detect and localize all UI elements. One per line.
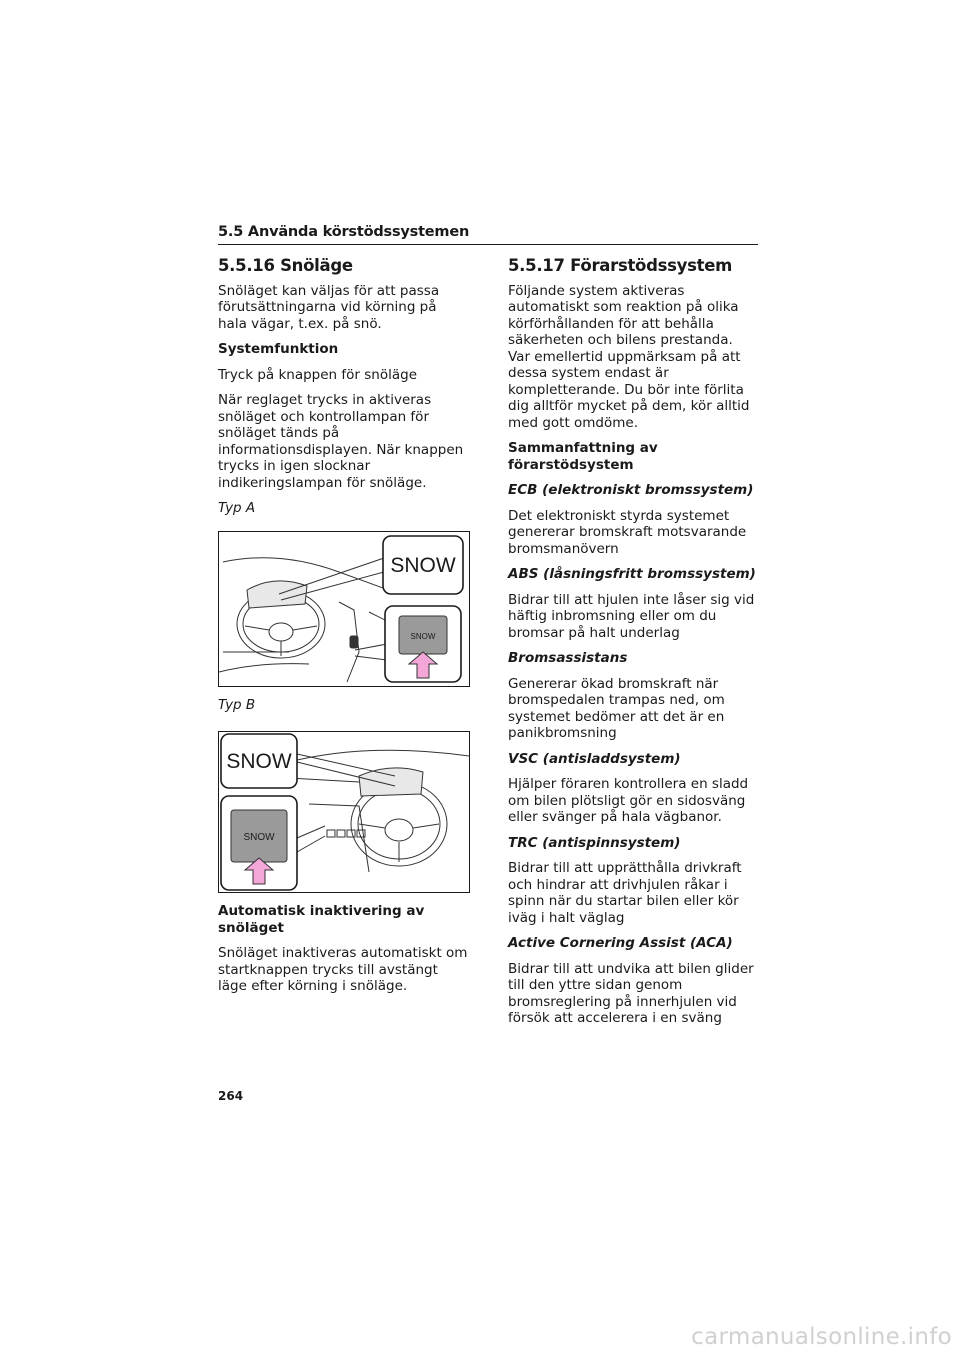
section-header: 5.5 Använda körstödssystemen	[218, 224, 470, 240]
type-b-illustration	[218, 731, 470, 893]
type-b-snow-callout: SNOW	[226, 750, 292, 773]
system-description: Bidrar till att undvika att bilen glider till den yttre sidan genom bromsreglering på innerhjulen vid försök att accelerera i en sväng	[508, 960, 754, 1026]
type-a-label: Typ A	[218, 500, 256, 516]
system-name: TRC (antispinnsystem)	[508, 834, 681, 851]
type-b-snow-button: SNOW	[243, 832, 275, 843]
snow-mode-heading: 5.5.16 Snöläge	[218, 256, 353, 275]
system-name: ABS (låsningsfritt bromssystem)	[508, 566, 756, 582]
header-divider	[218, 244, 758, 245]
system-name: Bromsassistans	[508, 650, 628, 666]
summary-heading: Sammanfattning av förarstödsystem	[508, 440, 658, 473]
system-name: Active Cornering Assist (ACA)	[508, 935, 733, 951]
type-a-snow-callout: SNOW	[390, 553, 456, 577]
system-description: Hjälper föraren kontrollera en sladd om bilen plötsligt gör en sidosväng eller svänger på hala vägbanor.	[508, 776, 749, 825]
system-description: Det elektroniskt styrda systemet genererar bromskraft motsvarande bromsmanövern	[508, 507, 747, 557]
auto-deactivation-heading: Automatisk inaktivering av snöläget	[218, 903, 425, 936]
system-function-heading: Systemfunktion	[218, 341, 339, 357]
system-description: Bidrar till att upprätthålla drivkraft och hindrar att drivhjulen råkar i spinn när du startar bilen eller kör iväg i halt väglag	[508, 860, 742, 926]
watermark: carmanualsonline.info	[691, 1324, 952, 1350]
system-name: ECB (elektroniskt bromssystem)	[508, 482, 754, 498]
right-column	[508, 255, 758, 1036]
snow-step: Tryck på knappen för snöläge	[218, 366, 418, 383]
type-a-illustration	[218, 531, 470, 687]
left-column	[218, 255, 468, 1004]
page-number: 264	[218, 1089, 244, 1103]
driver-assist-intro: Följande system aktiveras automatiskt som reaktion på olika körförhållanden för att behålla säkerheten och bilens prestanda. Var emellertid uppmärksam på att dessa system endast är kompletterande. Du bör inte förlita dig alltför mycket på dem, kör alltid med gott omdöme.	[508, 282, 750, 431]
system-name: VSC (antisladdsystem)	[508, 750, 681, 767]
type-a-snow-button: SNOW	[410, 631, 436, 641]
type-b-label: Typ B	[218, 696, 256, 713]
system-description: Bidrar till att hjulen inte låser sig vid häftig inbromsning eller om du bromsar på halt underlag	[508, 591, 755, 641]
snow-mode-intro: Snöläget kan väljas för att passa förutsättningarna vid körning på hala vägar, t.ex. på snö.	[218, 282, 440, 332]
snow-description: När reglaget trycks in aktiveras snöläget och kontrollampan för snöläget tänds på informationsdisplayen. När knappen trycks in igen slocknar indikeringslampan för snöläge.	[218, 392, 464, 491]
auto-deactivation-text: Snöläget inaktiveras automatiskt om startknappen trycks till avstängt läge efter körning i snöläge.	[218, 945, 468, 994]
driver-assist-heading: 5.5.17 Förarstödssystem	[508, 256, 732, 275]
system-description: Genererar ökad bromskraft när bromspedalen trampas ned, om systemet bedömer att det är en panikbromsning	[508, 675, 725, 741]
